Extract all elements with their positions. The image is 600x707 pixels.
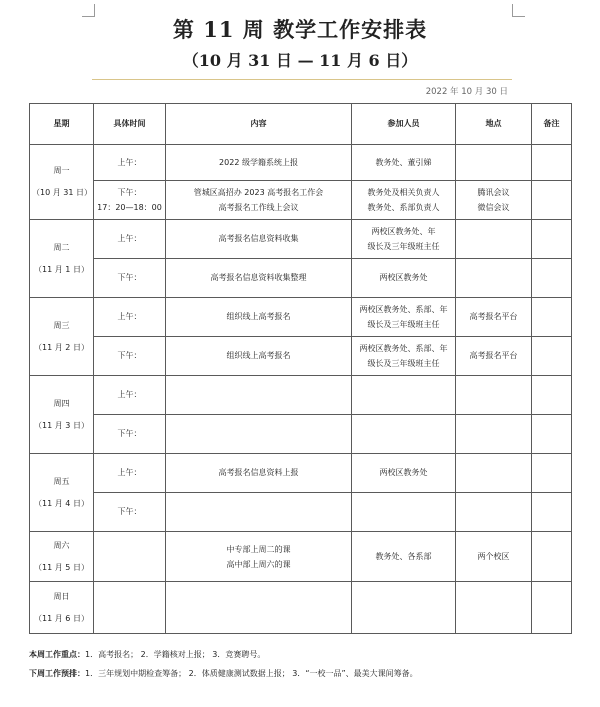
document-title: 第 11 周 教学工作安排表 — [172, 17, 428, 42]
location-cell: 高考报名平台 — [456, 298, 532, 337]
remarks-cell — [532, 298, 572, 337]
day-cell: 周二 （11 月 1 日） — [30, 220, 94, 298]
content-cell — [166, 493, 352, 532]
table-row — [30, 298, 572, 337]
remarks-cell — [532, 145, 572, 181]
participants-cell — [352, 582, 456, 634]
day-cell: 周四 （11 月 3 日） — [30, 376, 94, 454]
remarks-cell — [532, 493, 572, 532]
participants-cell: 两校区教务处 — [352, 454, 456, 493]
weekly-focus-text: 1．高考报名； 2．学籍核对上报； 3．竞赛聘号。 — [85, 650, 266, 659]
day-cell: 周三 （11 月 2 日） — [30, 298, 94, 376]
content-cell — [166, 376, 352, 415]
document-subtitle: （10 月 31 日 — 11 月 6 日） — [182, 51, 418, 70]
table-row — [30, 493, 572, 532]
weekly-focus-label: 本周工作重点： — [29, 650, 85, 659]
table-row — [30, 337, 572, 376]
location-cell — [456, 454, 532, 493]
content-cell: 组织线上高考报名 — [166, 337, 352, 376]
content-cell: 组织线上高考报名 — [166, 298, 352, 337]
remarks-cell — [532, 259, 572, 298]
remarks-cell — [532, 337, 572, 376]
location-cell — [456, 415, 532, 454]
header-rule — [92, 79, 512, 80]
table-row — [30, 259, 572, 298]
time-cell: 下午： — [94, 337, 166, 376]
day-cell: 周日 （11 月 6 日） — [30, 582, 94, 634]
table-row — [30, 145, 572, 181]
content-cell: 高考报名信息资料上报 — [166, 454, 352, 493]
participants-cell: 两校区教务处 — [352, 259, 456, 298]
location-cell — [456, 259, 532, 298]
participants-cell: 两校区教务处、系部、年 级长及三年级班主任 — [352, 298, 456, 337]
document-date: 2022 年 10 月 30 日 — [425, 87, 508, 97]
remarks-cell — [532, 376, 572, 415]
day-cell: 周一 （10 月 31 日） — [30, 145, 94, 220]
participants-cell: 教务处、各系部 — [352, 532, 456, 582]
content-cell: 2022 级学籍系统上报 — [166, 145, 352, 181]
time-cell — [94, 582, 166, 634]
location-cell: 两个校区 — [456, 532, 532, 582]
location-cell: 腾讯会议 微信会议 — [456, 181, 532, 220]
content-cell: 管城区高招办 2023 高考报名工作会 高考报名工作线上会议 — [166, 181, 352, 220]
header-location: 地点 — [456, 104, 532, 145]
location-cell — [456, 145, 532, 181]
time-cell: 上午： — [94, 454, 166, 493]
next-week-plan-text: 1．三年规划中期检查筹备； 2．体质健康测试数据上报； 3．“一校一品”、最美大课间筹备。 — [85, 669, 418, 678]
participants-cell: 教务处、董引娣 — [352, 145, 456, 181]
remarks-cell — [532, 415, 572, 454]
participants-cell: 两校区教务处、年 级长及三年级班主任 — [352, 220, 456, 259]
time-cell: 下午： — [94, 415, 166, 454]
weekly-focus — [29, 649, 265, 660]
remarks-cell — [532, 220, 572, 259]
participants-cell — [352, 415, 456, 454]
time-cell: 上午： — [94, 145, 166, 181]
time-cell: 下午： 17：20—18：00 — [94, 181, 166, 220]
time-cell: 上午： — [94, 220, 166, 259]
location-cell — [456, 220, 532, 259]
participants-cell — [352, 376, 456, 415]
location-cell — [456, 376, 532, 415]
remarks-cell — [532, 181, 572, 220]
table-row — [30, 532, 572, 582]
next-week-plan — [29, 668, 418, 679]
content-cell — [166, 582, 352, 634]
day-cell: 周五 （11 月 4 日） — [30, 454, 94, 532]
participants-cell: 两校区教务处、系部、年 级长及三年级班主任 — [352, 337, 456, 376]
table-row — [30, 454, 572, 493]
day-cell: 周六 （11 月 5 日） — [30, 532, 94, 582]
header-day: 星期 — [30, 104, 94, 145]
header-time: 具体时间 — [94, 104, 166, 145]
schedule-table — [29, 103, 572, 634]
header-remarks: 备注 — [532, 104, 572, 145]
remarks-cell — [532, 532, 572, 582]
table-row — [30, 220, 572, 259]
content-cell: 中专部上周二的课 高中部上周六的课 — [166, 532, 352, 582]
participants-cell: 教务处及相关负责人 教务处、系部负责人 — [352, 181, 456, 220]
location-cell: 高考报名平台 — [456, 337, 532, 376]
time-cell: 下午： — [94, 493, 166, 532]
remarks-cell — [532, 454, 572, 493]
content-cell — [166, 415, 352, 454]
table-header-row — [30, 104, 572, 145]
table-row — [30, 582, 572, 634]
time-cell: 下午： — [94, 259, 166, 298]
table-row — [30, 376, 572, 415]
next-week-plan-label: 下周工作预排： — [29, 669, 85, 678]
location-cell — [456, 582, 532, 634]
content-cell: 高考报名信息资料收集 — [166, 220, 352, 259]
time-cell: 上午： — [94, 376, 166, 415]
location-cell — [456, 493, 532, 532]
table-row — [30, 181, 572, 220]
participants-cell — [352, 493, 456, 532]
content-cell: 高考报名信息资料收集整理 — [166, 259, 352, 298]
header-content: 内容 — [166, 104, 352, 145]
table-row — [30, 415, 572, 454]
header-participants: 参加人员 — [352, 104, 456, 145]
time-cell: 上午： — [94, 298, 166, 337]
time-cell — [94, 532, 166, 582]
remarks-cell — [532, 582, 572, 634]
